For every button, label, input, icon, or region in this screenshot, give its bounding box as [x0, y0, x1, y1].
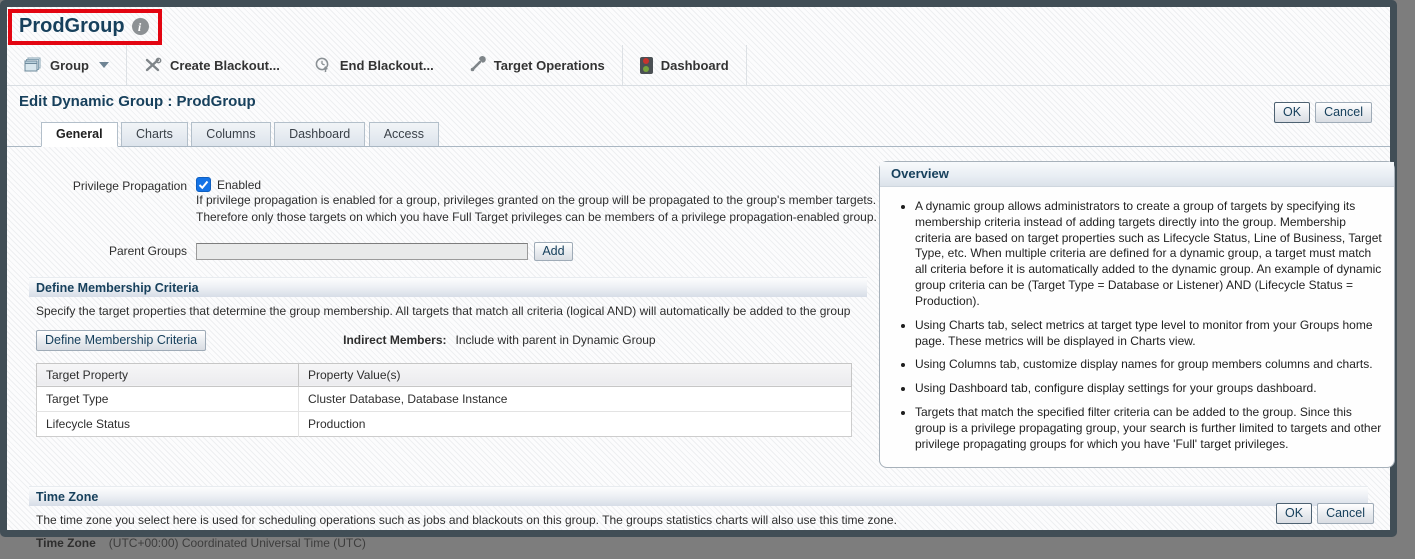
- column-header-target-property: Target Property: [37, 363, 299, 386]
- parent-groups-label: Parent Groups: [108, 243, 187, 258]
- column-header-property-values: Property Value(s): [299, 363, 852, 386]
- timezone-section: [29, 486, 1368, 550]
- timezone-label: Time Zone: [36, 535, 96, 550]
- membership-section-title: Define Membership Criteria: [36, 280, 199, 295]
- target-operations-button[interactable]: [451, 45, 622, 85]
- define-membership-criteria-button[interactable]: Define Membership Criteria: [36, 330, 206, 351]
- tab-columns[interactable]: Columns: [191, 122, 270, 147]
- tab-dashboard[interactable]: Dashboard: [274, 122, 365, 147]
- cell-property-value: Production: [299, 411, 852, 436]
- toolbar-separator: [746, 45, 747, 85]
- cell-target-property: Target Type: [37, 386, 299, 411]
- cell-target-property: Lifecycle Status: [37, 411, 299, 436]
- top-action-buttons: [1274, 102, 1372, 123]
- criteria-table: [36, 363, 852, 437]
- indirect-members: [343, 333, 655, 347]
- page-target-name: ProdGroup: [19, 15, 125, 37]
- create-blackout-button[interactable]: [127, 45, 297, 85]
- overview-panel: [879, 161, 1395, 468]
- table-row[interactable]: [37, 386, 852, 411]
- cancel-button-top[interactable]: Cancel: [1315, 102, 1372, 123]
- target-titlebar: [7, 7, 1390, 45]
- chevron-down-icon: [99, 62, 109, 68]
- create-blackout-label: Create Blackout...: [170, 57, 280, 73]
- timezone-description: The time zone you select here is used for scheduling operations such as jobs and blackouts on this group. The groups statistics charts will also use this time zone.: [36, 512, 897, 527]
- ok-button-top[interactable]: OK: [1274, 102, 1310, 123]
- crossed-tools-icon: [144, 56, 162, 74]
- membership-section-bar: [29, 277, 867, 297]
- general-form: [29, 161, 877, 437]
- privilege-propagation-label: Privilege Propagation: [72, 179, 187, 193]
- end-blackout-button[interactable]: [297, 45, 451, 85]
- tab-charts[interactable]: Charts: [121, 122, 188, 147]
- cancel-button-bottom[interactable]: Cancel: [1317, 503, 1374, 524]
- overview-bullet: • Using Dashboard tab, configure display settings for your groups dashboard.: [915, 381, 1382, 397]
- dashboard-status-icon: [640, 57, 653, 74]
- edit-dynamic-group-page: [7, 86, 1390, 550]
- timezone-value: (UTC+00:00) Coordinated Universal Time (UTC): [108, 535, 366, 550]
- tab-general[interactable]: General: [41, 122, 118, 147]
- end-blackout-label: End Blackout...: [339, 57, 434, 73]
- membership-criteria-section: [29, 277, 867, 437]
- parent-groups-input[interactable]: [196, 243, 528, 260]
- page-title: Edit Dynamic Group : ProdGroup: [19, 93, 256, 110]
- cell-property-value: Cluster Database, Database Instance: [299, 386, 852, 411]
- enabled-checkbox[interactable]: [196, 177, 211, 192]
- dashboard-label: Dashboard: [660, 57, 729, 73]
- timezone-section-title: Time Zone: [36, 489, 99, 504]
- overview-bullet-list: [888, 199, 1382, 453]
- privilege-desc-line1: If privilege propagation is enabled for a group, privileges granted on the group will be propagated to the group's member targets.: [196, 193, 877, 207]
- overview-bullet: • Using Columns tab, customize display names for group members columns and charts.: [915, 357, 1382, 373]
- add-parent-group-button[interactable]: Add: [534, 242, 572, 261]
- highlight-box: [8, 9, 162, 45]
- group-windows-icon: [24, 56, 42, 74]
- tab-bar: [19, 122, 1378, 147]
- overview-bullet: • Targets that match the specified filter criteria can be added to the group. Since this group is a privilege propagating group, your search is further limited to targets and other privilege propagating groups for which you have 'Full' target privileges.: [915, 405, 1382, 452]
- indirect-members-label: Indirect Members:: [343, 333, 447, 348]
- wrench-icon: [468, 56, 486, 74]
- criteria-table-header-row: [37, 363, 852, 386]
- group-menu[interactable]: [7, 45, 126, 85]
- info-icon[interactable]: i: [132, 18, 149, 35]
- indirect-members-value: Include with parent in Dynamic Group: [455, 333, 656, 348]
- dashboard-button[interactable]: [623, 45, 746, 85]
- general-tab-content: [19, 161, 1382, 468]
- privilege-desc-line2: Therefore only those targets on which you have Full Target privileges can be members of a privilege propagation-enabled group.: [196, 210, 877, 225]
- clock-arrow-icon: [314, 56, 332, 74]
- overview-bullet: • Using Charts tab, select metrics at target type level to monitor from your Groups home page. These metrics will be displayed in Charts view.: [915, 318, 1382, 350]
- timezone-section-bar: [29, 486, 1368, 506]
- overview-title: Overview: [880, 162, 1394, 187]
- ok-button-bottom[interactable]: OK: [1276, 503, 1312, 524]
- membership-description: Specify the target properties that determine the group membership. All targets that match all criteria (logical AND) will automatically be added to the group: [36, 303, 851, 318]
- table-row[interactable]: [37, 411, 852, 436]
- overview-bullet: • A dynamic group allows administrators to create a group of targets by specifying its membership criteria instead of adding targets directly into the group. Membership criteria are based on target properties such as Lifecycle Status, Line of Business, Target Type, etc. When multiple criteria are defined for a dynamic group, a target must match all criteria before it is automatically added to the dynamic group. An example of dynamic group criteria can be (Target Type = Database or Listener) AND (Lifecycle Status = Production).: [915, 199, 1382, 310]
- enabled-label: Enabled: [217, 177, 262, 192]
- timezone-value-row: [36, 536, 1361, 550]
- target-operations-label: Target Operations: [493, 57, 605, 73]
- group-menu-label: Group: [50, 57, 89, 73]
- tab-access[interactable]: Access: [369, 122, 439, 147]
- bottom-action-buttons: [1276, 503, 1374, 524]
- target-menu-toolbar: [7, 45, 1390, 86]
